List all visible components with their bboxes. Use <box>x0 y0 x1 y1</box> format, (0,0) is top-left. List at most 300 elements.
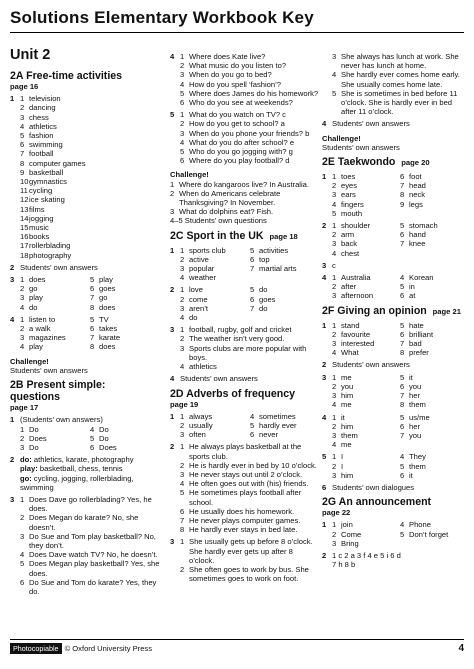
list-item <box>332 89 468 117</box>
grid-cell <box>400 520 468 529</box>
item-number: 8 <box>400 190 405 200</box>
grid-cell <box>332 462 400 471</box>
item-text: do <box>29 302 38 312</box>
item-number: 2 <box>332 461 337 471</box>
exercise-2c-4: 4 Students’ own answers <box>170 374 258 384</box>
item-number: 5 <box>180 488 185 498</box>
item-text: hand <box>409 230 426 240</box>
item-number: 6 <box>400 329 405 339</box>
grid-cell <box>400 291 468 300</box>
item-number: 4 <box>180 137 185 147</box>
item-text: stand <box>341 320 360 330</box>
grid-cell <box>400 181 468 190</box>
item-number: 2 <box>170 188 175 198</box>
grid-cell <box>250 412 320 421</box>
item-text: it <box>409 372 413 382</box>
item-text: Who do you go jogging with? g <box>189 147 293 157</box>
list-item <box>20 455 160 464</box>
item-number: 3 <box>20 531 25 541</box>
exercise-2d-2: 2 1 He always plays basketball at the sports club. 2 He is hardly ever in bed by 10 o’clock. 3 He never stays out until 2 o’clock. 4 He often goes out with (his) friends. 5 He sometimes plays football after school. 6 He usually does his homework. 7 He never plays computer games. 8 He hardly ever stays in bed late. <box>170 442 320 534</box>
item-number: 4 <box>180 79 185 89</box>
item-text: legs <box>409 199 423 209</box>
grid-cell <box>332 471 400 480</box>
item-text: play <box>99 275 113 285</box>
list-item <box>20 532 160 550</box>
list-item <box>20 113 160 122</box>
list-item <box>20 464 160 473</box>
item-text: Who do you see at weekends? <box>189 98 293 108</box>
item-number: 1 <box>332 273 337 283</box>
item-text: play <box>29 342 43 352</box>
item-text: What <box>341 348 359 358</box>
item-number: 6 <box>90 442 95 452</box>
item-number: 3 <box>332 190 337 200</box>
item-number: 3 <box>332 291 337 301</box>
section-2e-heading: 2E Taekwondo page 20 <box>322 156 430 169</box>
item-number: 7 <box>90 293 95 303</box>
grid-cell <box>90 434 160 443</box>
item-number: 4 <box>20 342 25 352</box>
grid-cell <box>400 209 468 218</box>
item-number: 4 <box>400 452 405 462</box>
list-item <box>20 550 160 559</box>
item-text: magazines <box>29 333 66 343</box>
section-2f-heading: 2F Giving an opinion page 21 <box>322 304 461 317</box>
item-text: mouth <box>341 208 363 218</box>
grid-cell <box>332 539 400 548</box>
item-number: 2 <box>20 284 25 294</box>
exercise-2f-1: 1 1 stand 5 hate 2 favourite 6 brilliant 3 interested 7 bad 4 What 8 prefer <box>322 321 468 358</box>
item-number: 1 <box>332 452 337 462</box>
list-item <box>180 129 320 138</box>
grid-cell <box>332 452 400 461</box>
list-item <box>20 223 160 232</box>
grid-cell <box>332 330 400 339</box>
item-text: gymnastics <box>29 177 67 187</box>
item-text: She often goes to work by bus. She sometimes goes to work on foot. <box>189 564 309 584</box>
section-2g-heading: 2G An announcement <box>322 496 432 509</box>
grid-cell <box>400 190 468 199</box>
list-item <box>20 122 160 131</box>
item-text: television <box>29 94 61 104</box>
item-number: 4 <box>332 348 337 358</box>
item-text: ears <box>341 190 356 200</box>
item-text: usually <box>189 420 213 430</box>
item-number: 1 <box>180 245 185 255</box>
item-text: He often goes out with (his) friends. <box>189 479 309 489</box>
item-text: hardly ever <box>259 420 297 430</box>
list-item <box>180 344 320 362</box>
item-text: goes <box>259 294 276 304</box>
item-text: He sometimes plays football after school. <box>189 488 302 507</box>
item-number: 3 <box>180 343 185 353</box>
item-text: stomach <box>409 221 438 231</box>
grid-cell <box>400 230 468 239</box>
item-number: 1 <box>332 221 337 231</box>
grid-cell <box>400 391 468 400</box>
item-number: 5 <box>180 88 185 98</box>
grid-cell <box>332 230 400 239</box>
exercise-2a-2: 2 Students’ own answers <box>10 263 160 272</box>
item-text: jogging <box>29 213 54 223</box>
item-number: 2 <box>332 529 337 539</box>
item-text: often <box>189 430 206 440</box>
item-number: 6 <box>20 577 25 587</box>
item-text: do <box>189 313 198 323</box>
item-number: 12 <box>20 195 29 205</box>
list-item <box>180 470 320 479</box>
grid-cell <box>400 330 468 339</box>
grid-cell <box>400 273 468 282</box>
item-number: 4 <box>400 273 405 283</box>
grid-cell <box>180 313 250 322</box>
item-number: 8 <box>400 348 405 358</box>
item-text: Don’t forget <box>409 529 449 539</box>
item-text: He never plays computer games. <box>189 515 301 525</box>
item-number: 6 <box>250 430 255 440</box>
item-number: 4 <box>250 411 255 421</box>
section-2a-heading: 2A Free-time activities <box>10 70 123 82</box>
item-number: 16 <box>20 232 29 242</box>
item-number: 2 <box>332 181 337 191</box>
item-text: Korean <box>409 273 434 283</box>
item-number: 14 <box>20 213 29 223</box>
grid-cell <box>400 200 468 209</box>
item-number: 5 <box>90 314 95 324</box>
list-item <box>20 214 160 223</box>
item-text: Does Dave watch TV? No, he doesn’t. <box>29 550 158 560</box>
item-number: 5 <box>400 412 405 422</box>
item-number: 4 <box>20 550 25 560</box>
item-text: chess <box>29 112 49 122</box>
item-number: 3 <box>20 293 25 303</box>
copyright: © Oxford University Press <box>64 644 153 653</box>
exercise-2d-3: 3 1 She usually gets up before 8 o’clock. She hardly ever gets up after 8 o’clock. 2 She often goes to work by bus. She sometimes goes to work on foot. <box>170 537 320 583</box>
challenge-last: 4–5 Students’ own questions <box>170 216 267 226</box>
list-item <box>180 138 320 147</box>
item-number: 1 <box>170 179 175 189</box>
grid-cell <box>180 295 250 304</box>
item-number: 1 <box>332 372 337 382</box>
exercise-2a-1: 1 1 television 2 dancing 3 chess 4 athletics 5 fashion 6 swimming 7 football 8 computer games 9 basketball 10 gymnastics 11 cycling 12 ice skating 13 films 14 jogging 15 music 16 books 17 rollerblading 18 photography <box>10 94 160 260</box>
grid-cell <box>332 413 400 422</box>
item-text: him <box>341 470 354 480</box>
item-number: 2 <box>180 334 185 344</box>
grid-cell <box>400 471 468 480</box>
item-text: fingers <box>341 199 364 209</box>
grid-cell <box>332 200 400 209</box>
grid-cell <box>180 304 250 313</box>
item-number: 1 <box>20 94 25 104</box>
item-text: dancing <box>29 103 56 113</box>
list-item <box>20 513 160 531</box>
grid-cell <box>400 431 468 440</box>
item-number: 2 <box>180 420 185 430</box>
item-number: 7 <box>400 239 405 249</box>
item-number: 8 <box>90 342 95 352</box>
challenge-text: Students’ own answers <box>10 365 88 375</box>
item-number: 5 <box>400 221 405 231</box>
item-number: 5 <box>180 147 185 157</box>
grid-cell <box>90 293 160 302</box>
grid-cell <box>332 273 400 282</box>
challenge-heading: Challenge! <box>170 170 209 180</box>
list-item <box>20 149 160 158</box>
item-number: 15 <box>20 223 29 233</box>
item-text: They <box>409 452 426 462</box>
exercise-2b-4: 4 1 Where does Kate live? 2 What music do you listen to? 3 When do you go to bed? 4 How do you spell ‘fashion’? 5 Where does James do his homework? 6 Who do you see at weekends? <box>170 52 319 108</box>
item-number: 1 <box>180 442 185 452</box>
grid-cell <box>90 425 160 434</box>
item-text: neck <box>409 190 426 200</box>
grid-cell <box>332 422 400 431</box>
item-text: you <box>409 381 422 391</box>
list-item <box>180 156 320 165</box>
item-number: 6 <box>400 470 405 480</box>
item-text: athletics <box>29 121 57 131</box>
item-number: 1 <box>20 424 25 434</box>
item-text: ice skating <box>29 195 65 205</box>
list-item <box>180 461 320 470</box>
grid-cell <box>400 321 468 330</box>
list-item <box>180 442 320 460</box>
item-text: Phone <box>409 520 431 530</box>
item-number: 5 <box>400 461 405 471</box>
item-number: 4 <box>20 302 25 312</box>
item-number: 3 <box>332 52 337 61</box>
item-text: What do you do after school? e <box>189 137 295 147</box>
item-text: martial arts <box>259 264 297 274</box>
exercise-2f-6: 6 Students’ own dialogues <box>322 482 415 492</box>
item-text: foot <box>409 172 422 182</box>
item-number: 3 <box>170 207 175 217</box>
item-text: What do you watch on TV? c <box>189 110 286 120</box>
item-number: 3 <box>332 430 337 440</box>
item-number: 3 <box>180 264 185 274</box>
item-number: 5 <box>90 433 95 443</box>
item-number: 6 <box>90 284 95 294</box>
list-item <box>20 195 160 204</box>
item-number: 10 <box>20 177 29 187</box>
item-text: prefer <box>409 348 429 358</box>
item-text: Do <box>99 424 109 434</box>
item-text: shoulder <box>341 221 371 231</box>
grid-cell <box>180 421 250 430</box>
section-2c-heading: 2C Sport in the UK page 18 <box>170 229 298 242</box>
item-text: Does <box>29 433 47 443</box>
item-number: 5 <box>90 275 95 285</box>
exercise-2c-1: 1 1 sports club 5 activities 2 active 6 top 3 popular 7 martial arts 4 weather <box>170 246 320 283</box>
item-text: I <box>341 461 344 471</box>
item-text: me <box>341 372 352 382</box>
item-number: 7 <box>20 149 25 159</box>
item-text: never <box>259 430 278 440</box>
grid-cell <box>90 333 160 342</box>
item-number: 3 <box>180 303 185 313</box>
grid-cell <box>332 239 400 248</box>
item-number: 6 <box>400 381 405 391</box>
item-number: 13 <box>20 204 29 214</box>
footer-divider <box>10 639 464 640</box>
item-text: me <box>341 440 352 450</box>
item-number: 3 <box>332 339 337 349</box>
list-item <box>180 70 320 79</box>
item-text: listen to <box>29 314 56 324</box>
item-number: 2 <box>180 294 185 304</box>
item-number: 3 <box>332 391 337 401</box>
grid-cell <box>332 440 400 449</box>
item-text: karate <box>99 333 121 343</box>
exercise-2f-5: 5 1 I 4 They 2 I 5 them 3 him 6 it <box>322 452 468 480</box>
item-number: 3 <box>20 333 25 343</box>
grid-cell <box>400 452 468 461</box>
list-item <box>20 168 160 177</box>
grid-cell <box>250 313 320 322</box>
grid-cell <box>400 239 468 248</box>
item-text: after <box>341 282 357 292</box>
item-number: 2 <box>20 324 25 334</box>
grid-cell <box>180 246 250 255</box>
item-number: 7 <box>400 339 405 349</box>
item-number: 8 <box>90 302 95 312</box>
item-text: bad <box>409 339 422 349</box>
item-text: join <box>341 520 353 530</box>
item-number: 2 <box>20 103 25 113</box>
grid-cell <box>332 291 400 300</box>
list-item <box>180 325 320 334</box>
item-text: computer games <box>29 158 86 168</box>
item-number: 1 <box>332 412 337 422</box>
grid-cell <box>400 440 468 449</box>
list-item <box>180 488 320 506</box>
grid-cell <box>332 181 400 190</box>
item-number: 5 <box>332 88 337 98</box>
grid-cell <box>250 285 320 294</box>
item-number: 5 <box>400 372 405 382</box>
item-text: her <box>409 421 420 431</box>
item-number: 4 <box>332 248 337 258</box>
item-number: 7 <box>400 430 405 440</box>
challenge-heading: Challenge! <box>322 133 361 143</box>
list-item <box>332 70 468 88</box>
item-text: He never stays out until 2 o’clock. <box>189 469 303 479</box>
item-text: Where do kangaroos live? In Australia. <box>179 179 310 189</box>
column-2 <box>170 52 320 583</box>
item-number: 5 <box>332 208 337 218</box>
exercise-2e-2: 2 1 shoulder 5 stomach 2 arm 6 hand 3 back 7 knee 4 chest <box>322 221 468 258</box>
item-number: 11 <box>20 186 28 196</box>
list-item <box>180 61 320 70</box>
item-number: 18 <box>20 250 29 260</box>
item-number: 6 <box>20 140 25 150</box>
item-text: arm <box>341 230 355 240</box>
item-text: does <box>99 302 116 312</box>
item-text: She usually gets up before 8 o’clock. She hardly ever gets up after 8 o’clock. <box>189 537 313 565</box>
item-number: 3 <box>20 112 25 122</box>
item-number: 1 <box>332 520 337 530</box>
item-text: a walk <box>29 324 51 334</box>
page-number: 4 <box>458 643 464 654</box>
item-text: chest <box>341 248 360 258</box>
item-number: 2 <box>20 433 25 443</box>
page-title: Solutions Elementary Workbook Key <box>10 8 314 27</box>
item-text: Do <box>29 442 39 452</box>
grid-cell <box>250 304 320 313</box>
list-item <box>20 177 160 186</box>
grid-cell <box>20 315 90 324</box>
item-number: 2 <box>180 119 185 129</box>
item-text: Does Megan play basketball? Yes, she does. <box>29 559 160 578</box>
list-item <box>20 251 160 260</box>
grid-cell <box>90 342 160 351</box>
section-2d-heading: 2D Adverbs of frequency <box>170 387 295 400</box>
item-text: Where does Kate live? <box>189 52 266 61</box>
item-number: 6 <box>250 254 255 264</box>
exercise-2d-4: 4 Students’ own answers <box>322 119 410 129</box>
item-text: come <box>189 294 208 304</box>
item-number: 5 <box>20 131 25 141</box>
list-item <box>170 180 320 189</box>
item-number: 4 <box>20 121 25 131</box>
item-text: swimming <box>29 140 63 150</box>
challenge-text: Students’ own answers <box>322 142 400 152</box>
list-item <box>180 119 320 128</box>
item-text: When do Americans celebrate Thanksgiving? In November. <box>179 188 281 208</box>
item-number: 6 <box>90 324 95 334</box>
item-text: She always has lunch at work. She never has lunch at home. <box>341 52 459 71</box>
exercise-2b-1: 1 (Students’ own answers) 1 Do 4 Do 2 Does 5 Do 3 Do 6 Does <box>10 415 160 452</box>
item-text: weather <box>189 273 217 283</box>
grid-cell <box>400 539 468 548</box>
grid-cell <box>90 303 160 312</box>
item-text: sports club <box>189 245 226 255</box>
item-number: 6 <box>400 230 405 240</box>
item-text: Does <box>99 442 117 452</box>
grid-cell <box>20 425 90 434</box>
item-text: back <box>341 239 358 249</box>
grid-cell <box>332 282 400 291</box>
column-3 <box>322 52 468 569</box>
item-text: knee <box>409 239 426 249</box>
grid-cell <box>180 412 250 421</box>
grid-cell <box>90 284 160 293</box>
exercise-2e-3: 3 c <box>322 260 336 270</box>
item-number: 1 <box>20 494 25 504</box>
item-number: 1 <box>20 314 25 324</box>
item-text: TV <box>99 314 109 324</box>
list-item <box>180 516 320 525</box>
item-number: 3 <box>180 430 185 440</box>
item-text: does <box>29 275 46 285</box>
grid-cell <box>20 434 90 443</box>
list-item <box>180 80 320 89</box>
item-text: athletics, karate, photography <box>31 455 134 465</box>
item-number: 2 <box>332 282 337 292</box>
item-text: Sports clubs are more popular with boys. <box>189 343 307 362</box>
item-number: 4 <box>332 199 337 209</box>
item-number: 7 <box>400 391 405 401</box>
grid-cell <box>332 339 400 348</box>
item-text: them <box>409 400 426 410</box>
item-number: 2 <box>180 61 185 71</box>
item-number: 6 <box>180 98 185 108</box>
item-key: do: <box>20 455 32 465</box>
list-item <box>20 578 160 596</box>
exercise-2c-3: 3 1 football, rugby, golf and cricket 2 The weather isn’t very good. 3 Sports clubs are more popular with boys. 4 athletics <box>170 325 320 371</box>
item-number: 7 <box>90 333 95 343</box>
item-text: active <box>189 254 209 264</box>
item-text: football <box>29 149 54 159</box>
